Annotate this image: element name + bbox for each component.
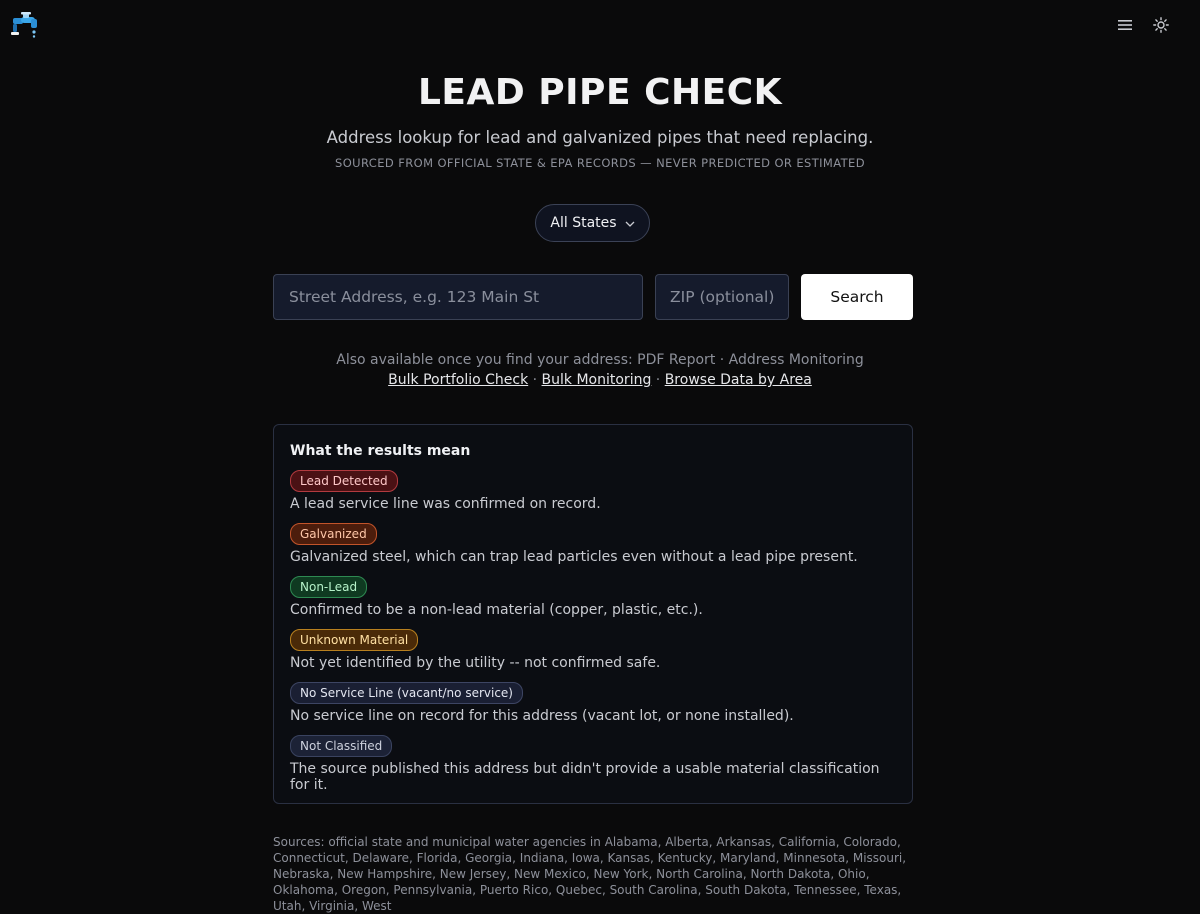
legend-item [290, 523, 896, 565]
chevron-down-icon [625, 215, 635, 231]
legend-description: No service line on record for this address (vacant lot, or none installed). [290, 708, 794, 724]
address-input[interactable] [273, 274, 643, 320]
state-dropdown-label: All States [550, 215, 617, 231]
page-subtitle: Address lookup for lead and galvanized pipes that need replacing. [326, 128, 874, 147]
state-dropdown[interactable] [535, 204, 650, 242]
legend-item [290, 735, 896, 793]
sources-text: Sources: official state and municipal water agencies in Alabama, Alberta, Arkansas, California, Colorado, Connecticut, Delaware, Florida, Georgia, Indiana, Iowa, Kansas, Kentucky, Maryland, Minnesota, Missouri, Nebraska, New Hampshire, New Jersey, New Mexico, New York, North Carolina, North Dakota, Ohio, Oklahoma, Oregon, Pennsylvania, Puerto Rico, Quebec, South Carolina, South Dakota, Tennessee, Texas, Utah, Virginia, West [273, 835, 907, 913]
also-available-text: Also available once you find your address: PDF Report · Address Monitoring [336, 352, 864, 368]
bulk-portfolio-check-link[interactable]: Bulk Portfolio Check [388, 372, 529, 388]
legend-description: Galvanized steel, which can trap lead particles even without a lead pipe present. [290, 549, 858, 565]
top-bar [0, 0, 1200, 50]
link-separator: · [532, 372, 538, 388]
legend-description: Confirmed to be a non-lead material (copper, plastic, etc.). [290, 602, 703, 618]
search-button[interactable]: Search [801, 274, 913, 320]
badge-not-classified: Not Classified [290, 735, 392, 757]
legend-description: A lead service line was confirmed on record. [290, 496, 601, 512]
faucet-icon[interactable] [10, 10, 40, 40]
sun-icon[interactable] [1150, 14, 1172, 36]
badge-galvanized: Galvanized [290, 523, 377, 545]
source-note: SOURCED FROM OFFICIAL STATE & EPA RECORDS — NEVER PREDICTED OR ESTIMATED [335, 156, 865, 170]
browse-data-by-area-link[interactable]: Browse Data by Area [664, 372, 812, 388]
badge-lead-detected: Lead Detected [290, 470, 398, 492]
legend-item [290, 470, 896, 512]
badge-unknown-material: Unknown Material [290, 629, 418, 651]
link-separator: · [655, 372, 661, 388]
legend-description: The source published this address but didn't provide a usable material classification for it. [290, 761, 880, 793]
legend-item [290, 629, 896, 671]
legend-title: What the results mean [290, 443, 471, 459]
zip-input[interactable] [655, 274, 789, 320]
legend-item [290, 576, 896, 618]
hamburger-menu-icon[interactable] [1114, 14, 1136, 36]
badge-no-service-line: No Service Line (vacant/no service) [290, 682, 523, 704]
extra-links [0, 372, 1200, 388]
page-title: LEAD PIPE CHECK [417, 72, 783, 113]
legend-description: Not yet identified by the utility -- not confirmed safe. [290, 655, 661, 671]
legend-item [290, 682, 896, 724]
results-legend [273, 424, 913, 804]
badge-non-lead: Non-Lead [290, 576, 367, 598]
bulk-monitoring-link[interactable]: Bulk Monitoring [541, 372, 652, 388]
